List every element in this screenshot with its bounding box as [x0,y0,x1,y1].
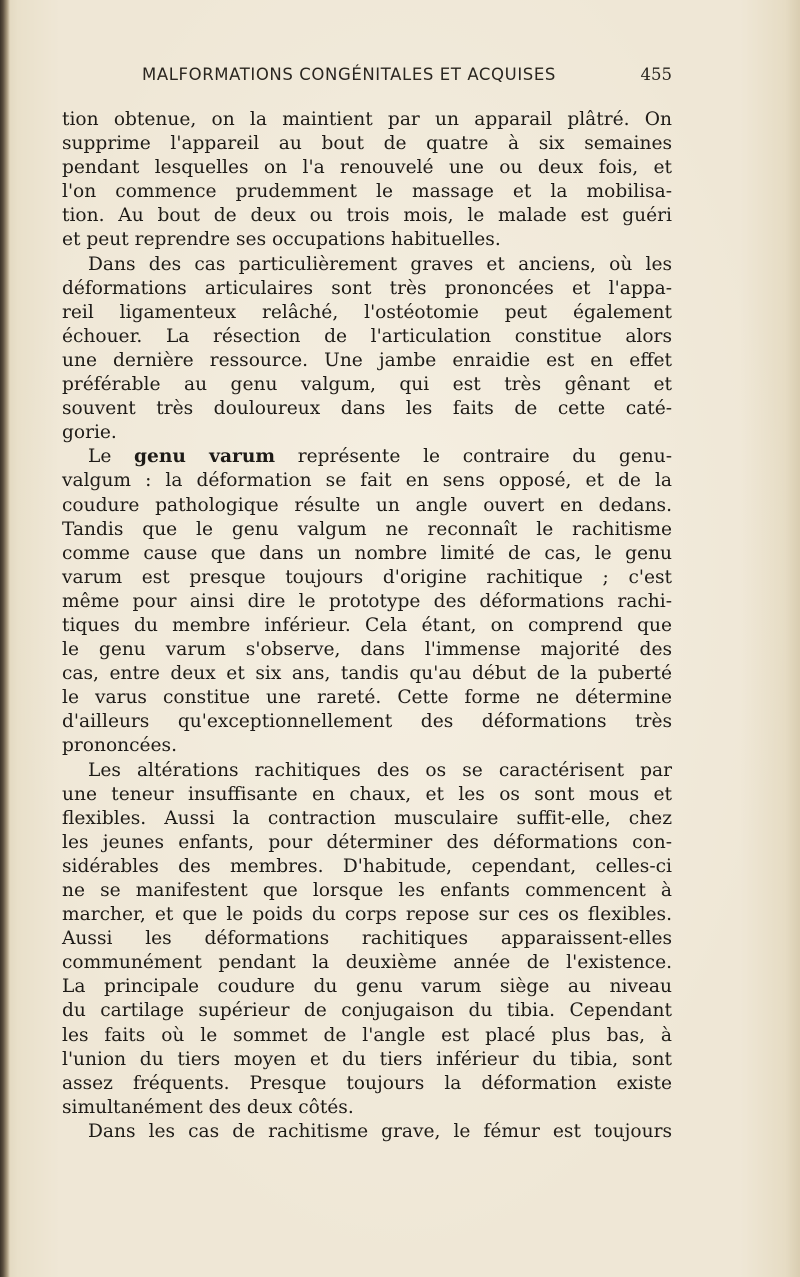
text-line: le varus constitue une rareté. Cette forme ne détermine [62,687,672,709]
text-line: La principale coudure du genu varum siège au niveau [62,976,672,998]
body-text [62,108,672,1144]
text-line: communément pendant la deuxième année de l'existence. [62,952,672,974]
text-line: pendant lesquelles on l'a renouvelé une ou deux fois, et [62,157,672,179]
text-line: Tandis que le genu valgum ne reconnaît le rachitisme [62,518,672,540]
paragraph [62,759,672,1120]
text-line: les faits où le sommet de l'angle est placé plus bas, à [62,1024,672,1046]
text-line: et peut reprendre ses occupations habituelles. [62,229,501,251]
text-line: sidérables des membres. D'habitude, cependant, celles-ci [62,855,672,877]
text-fragment: représente le contraire du genu- [275,446,672,468]
binding-edge [0,0,10,1277]
text-line: tiques du membre inférieur. Cela étant, on comprend que [62,614,672,636]
text-line [62,445,672,469]
text-line: une dernière ressource. Une jambe enraidie est en effet [62,349,672,371]
text-line: tion. Au bout de deux ou trois mois, le malade est guéri [62,205,672,227]
paragraph [62,445,672,758]
text-line: préférable au genu valgum, qui est très gênant et [62,374,672,396]
text-line: du cartilage supérieur de conjugaison du tibia. Cependant [62,1000,672,1022]
paragraph [62,108,672,253]
text-line: Les altérations rachitiques des os se caractérisent par [88,759,672,781]
text-line: échouer. La résection de l'articulation constitue alors [62,325,672,347]
text-line: Dans des cas particulièrement graves et anciens, où les [88,253,672,275]
page-number: 455 [640,65,672,84]
text-line: tion obtenue, on la maintient par un apparail plâtré. On [62,109,672,130]
bold-term: genu varum [134,446,276,468]
text-line: une teneur insuffisante en chaux, et les os sont mous et [62,783,672,805]
text-line: comme cause que dans un nombre limité de cas, le genu [62,542,672,564]
text-line: supprime l'appareil au bout de quatre à six semaines [62,133,672,155]
text-line: gorie. [62,422,117,444]
text-line: ne se manifestent que lorsque les enfants commencent à [62,880,672,901]
text-line: Dans les cas de rachitisme grave, le fémur est toujours [88,1120,672,1142]
text-line: assez fréquents. Presque toujours la déformation existe [62,1072,672,1094]
text-line: cas, entre deux et six ans, tandis qu'au début de la puberté [62,663,672,685]
text-line: coudure pathologique résulte un angle ouvert en dedans. [62,494,672,516]
running-title: MALFORMATIONS CONGÉNITALES ET ACQUISES [142,65,556,84]
text-line: varum est presque toujours d'origine rachitique ; c'est [62,566,672,588]
text-line: l'union du tiers moyen et du tiers inférieur du tibia, sont [62,1048,672,1070]
text-line: prononcées. [62,735,178,757]
text-line: l'on commence prudemment le massage et la mobilisa- [62,181,672,203]
running-head [62,62,672,88]
text-line: les jeunes enfants, pour déterminer des déformations con- [62,831,672,853]
text-fragment: Le [88,446,135,468]
text-line: déformations articulaires sont très prononcées et l'appa- [62,277,672,299]
text-line: marcher, et que le poids du corps repose sur ces os flexibles. [62,904,672,926]
text-line: valgum : la déformation se fait en sens opposé, et de la [62,470,672,492]
text-line: même pour ainsi dire le prototype des déformations rachi- [62,590,672,612]
text-line: d'ailleurs qu'exceptionnellement des déformations très [62,711,672,733]
text-line: le genu varum s'observe, dans l'immense majorité des [62,639,672,661]
paragraph [62,253,672,446]
text-line: simultanément des deux côtés. [62,1096,354,1118]
text-line: flexibles. Aussi la contraction musculaire suffit-elle, chez [62,807,672,829]
text-line: reil ligamenteux relâché, l'ostéotomie peut également [62,301,672,323]
text-line: souvent très douloureux dans les faits de cette caté- [62,398,672,420]
paragraph [62,1120,672,1144]
text-line: Aussi les déformations rachitiques apparaissent-elles [62,928,672,950]
